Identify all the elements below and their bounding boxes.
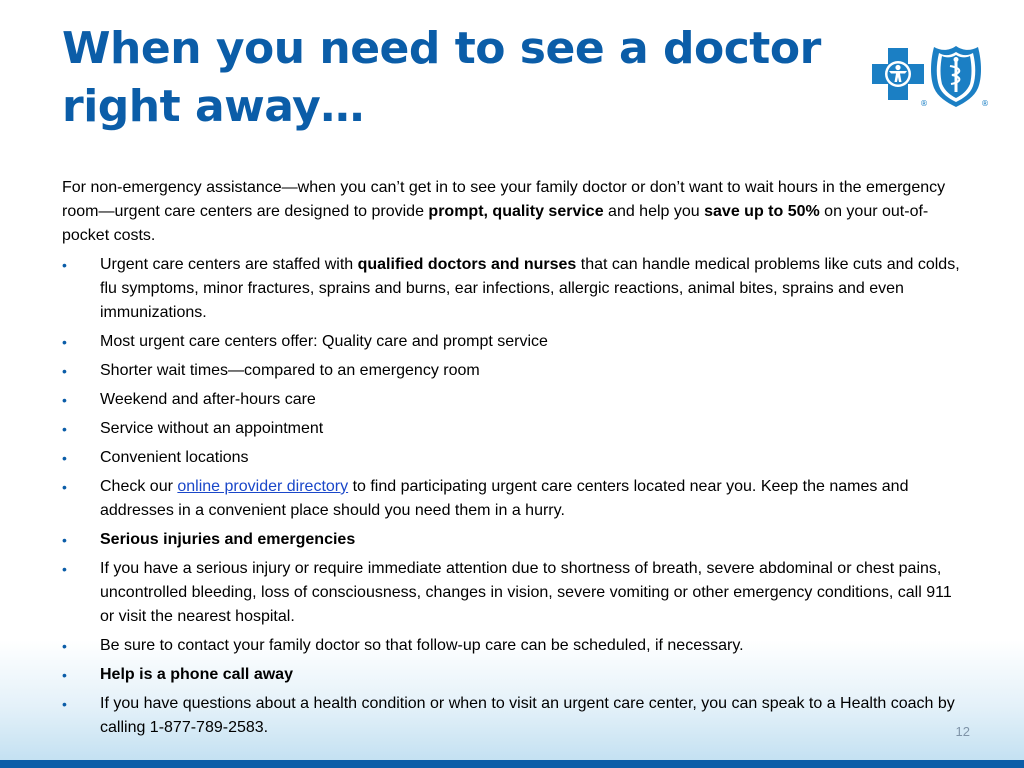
list-text: If you have questions about a health condition or when to visit an urgent care center, you can speak to a Health coach by calling 1-877-789-2583. <box>100 695 955 736</box>
list-item-followup <box>62 634 962 658</box>
intro-text-1: For non-emergency assistance—when you can’t get in to see your family doctor or don’t want to wait hours in the emergency room—urgent care centers are designed to provide <box>62 179 946 220</box>
list-text: Service without an appointment <box>100 420 324 437</box>
title-line-2: right away… <box>62 81 364 132</box>
list-item-serious-heading <box>62 528 962 552</box>
list-heading: Help is a phone call away <box>100 666 293 683</box>
intro-bold-2: save up to 50% <box>704 203 820 220</box>
list-item-appointment <box>62 417 962 441</box>
bullet-icon: • <box>62 421 67 437</box>
slide-title <box>62 20 842 136</box>
list-text: Most urgent care centers offer: Quality care and prompt service <box>100 333 548 350</box>
slide-body <box>62 176 962 745</box>
list-text: Convenient locations <box>100 449 249 466</box>
list-text: Check our <box>100 478 178 495</box>
bullet-icon: • <box>62 392 67 408</box>
bullet-icon: • <box>62 638 67 654</box>
list-item-wait <box>62 359 962 383</box>
intro-text-2: and help you <box>603 203 705 220</box>
list-item-phone-heading <box>62 663 962 687</box>
list-text: Be sure to contact your family doctor so that follow-up care can be scheduled, if necessary. <box>100 637 744 654</box>
list-item-serious <box>62 557 962 629</box>
bullet-list <box>62 253 962 740</box>
bullet-icon: • <box>62 532 67 548</box>
list-item-staffed <box>62 253 962 325</box>
intro-bold-1: prompt, quality service <box>428 203 604 220</box>
list-text: that can handle medical problems like cuts and colds, flu symptoms, minor fractures, sprains and burns, ear infections, allergic reactions, animal bites, sprains and even immunizations. <box>100 256 960 321</box>
list-text: Shorter wait times—compared to an emergency room <box>100 362 480 379</box>
list-item-directory <box>62 475 962 523</box>
bullet-icon: • <box>62 450 67 466</box>
intro-paragraph <box>62 176 962 248</box>
title-line-1: When you need to see a doctor <box>62 23 821 74</box>
intro-text-3: on your out-of-pocket costs. <box>62 203 929 244</box>
list-text: If you have a serious injury or require immediate attention due to shortness of breath, severe abdominal or chest pains, uncontrolled bleeding, loss of consciousness, changes in vision, severe vomiting or other emergency conditions, call 911 or visit the nearest hospital. <box>100 560 952 625</box>
bullet-icon: • <box>62 479 67 495</box>
page-number: 12 <box>955 724 970 739</box>
bullet-icon: • <box>62 363 67 379</box>
bottom-accent-bar <box>0 760 1024 768</box>
provider-directory-link[interactable]: online provider directory <box>177 478 349 495</box>
bullet-icon: • <box>62 334 67 350</box>
blue-cross-logo-icon <box>872 48 928 108</box>
list-item-weekend <box>62 388 962 412</box>
list-text: Urgent care centers are staffed with <box>100 256 358 273</box>
list-item-phone <box>62 692 962 740</box>
bullet-icon: • <box>62 696 67 712</box>
list-item-locations <box>62 446 962 470</box>
list-text: Weekend and after-hours care <box>100 391 316 408</box>
list-heading: Serious injuries and emergencies <box>100 531 356 548</box>
bullet-icon: • <box>62 561 67 577</box>
list-text: to find participating urgent care centers located near you. Keep the names and addresses in a convenient place should you need them in a hurry. <box>100 478 909 519</box>
bullet-icon: • <box>62 667 67 683</box>
registered-mark-2: ® <box>981 99 989 108</box>
registered-mark-1: ® <box>920 99 928 108</box>
bcbs-logos <box>868 44 992 108</box>
list-bold: qualified doctors and nurses <box>357 256 577 273</box>
list-item-offer <box>62 330 962 354</box>
bullet-icon: • <box>62 257 67 273</box>
blue-shield-logo-icon <box>931 46 989 108</box>
